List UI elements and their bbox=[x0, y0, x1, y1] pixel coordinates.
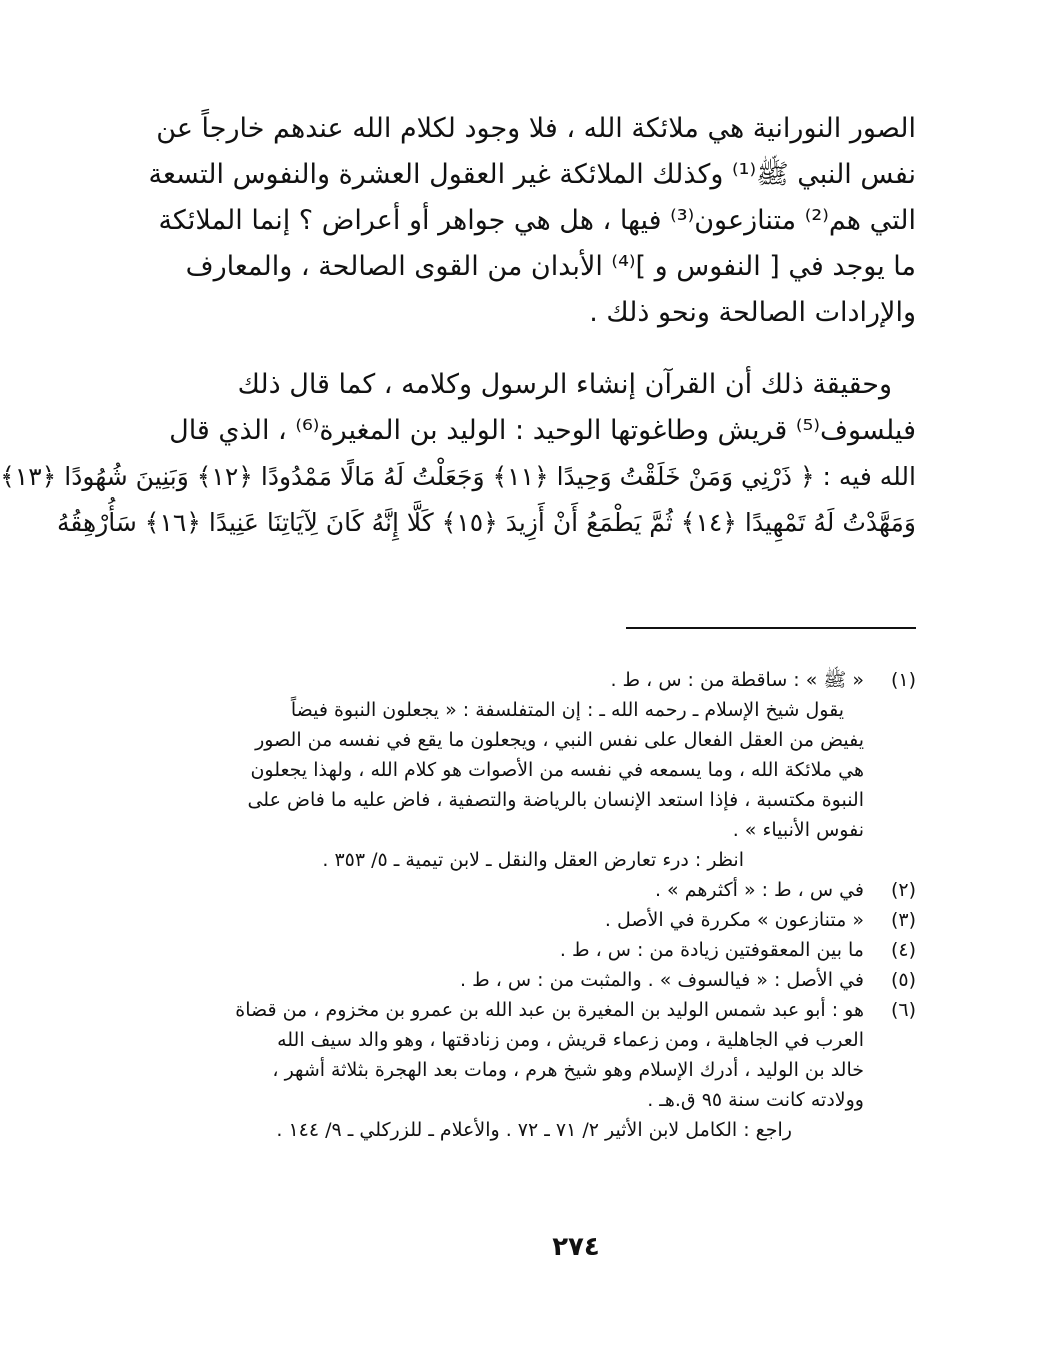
footnote-text: خالد بن الوليد ، أدرك الإسلام وهو شيخ هرم ، ومات بعد الهجرة بثلاثة أشهر ، bbox=[272, 1059, 864, 1081]
footnote-number: (٣) bbox=[890, 909, 916, 931]
footnote-text: العرب في الجاهلية ، ومن زعماء قريش ، ومن زنادقتها ، وهو والد سيف الله bbox=[277, 1029, 864, 1051]
footnote-number: (٥) bbox=[890, 969, 916, 991]
text-line: الصور النورانية هي ملائكة الله ، فلا وجود لكلام الله عندهم خارجاً عن bbox=[156, 113, 916, 144]
footnote-reference: راجع : الكامل لابن الأثير ٢/ ٧١ ـ ٧٢ . والأعلام ـ للزركلي ـ ٩/ ١٤٤ . bbox=[276, 1119, 792, 1141]
footnote-4 bbox=[206, 935, 916, 965]
quran-verse-line: وَمَهَّدْتُ لَهُ تَمْهِيدًا ﴿١٤﴾ ثُمَّ يَطْمَعُ أَنْ أَزِيدَ ﴿١٥﴾ كَلَّا إِنَّهُ كَانَ لِآيَاتِنَا عَنِيدًا ﴿١٦﴾ سَأُرْهِقُهُ bbox=[56, 508, 916, 537]
footnote-2 bbox=[206, 875, 916, 905]
footnote-text: هو : أبو عبد شمس الوليد بن المغيرة بن عبد الله بن عمرو بن مخزوم ، من قضاة bbox=[235, 999, 864, 1021]
footnotes bbox=[206, 665, 916, 1145]
footnote-text: يفيض من العقل الفعال على نفس النبي ، ويجعلون ما يقع في نفسه من الصور bbox=[255, 729, 864, 751]
footnote-text: « ﷺ » : ساقطة من : س ، ط . bbox=[610, 669, 864, 691]
footnote-number: (٤) bbox=[890, 939, 916, 961]
footnote-text: « متنازعون » مكررة في الأصل . bbox=[604, 909, 864, 931]
footnote-text: النبوة مكتسبة ، فإذا استعد الإنسان بالرياضة والتصفية ، فاض عليه ما فاض على bbox=[247, 789, 864, 811]
footnote-5 bbox=[206, 965, 916, 995]
text-line: فيلسوف⁽⁵⁾ قريش وطاغوتها الوحيد : الوليد بن المغيرة⁽⁶⁾ ، الذي قال bbox=[169, 415, 916, 446]
footnote-1-quote bbox=[206, 695, 916, 875]
footnote-reference: انظر : درء تعارض العقل والنقل ـ لابن تيمية ـ ٥/ ٣٥٣ . bbox=[322, 849, 744, 871]
text-line: نفس النبي ﷺ⁽¹⁾ وكذلك الملائكة غير العقول العشرة والنفوس التسعة bbox=[148, 159, 916, 190]
footnote-text: في س ، ط : « أكثرهم » . bbox=[654, 879, 864, 901]
footnote-number: (٢) bbox=[890, 879, 916, 901]
quran-verse-line: الله فيه : ﴿ ذَرْنِي وَمَنْ خَلَقْتُ وَحِيدًا ﴿١١﴾ وَجَعَلْتُ لَهُ مَالًا مَمْدُودًا ﴿١٢﴾ وَبَنِينَ شُهُودًا ﴿١٣﴾ bbox=[0, 462, 916, 491]
footnote-text: في الأصل : « فيالسوف » . والمثبت من : س ، ط . bbox=[460, 969, 864, 991]
text-line: التي هم⁽²⁾ متنازعون⁽³⁾ فيها ، هل هي جواهر أو أعراض ؟ إنما الملائكة bbox=[158, 205, 916, 236]
main-paragraph-2 bbox=[0, 362, 916, 546]
footnote-text: هي ملائكة الله ، وما يسمعه في نفسه من الأصوات هو كلام الله ، ولهذا يجعلون bbox=[250, 759, 864, 781]
footnote-6 bbox=[206, 995, 916, 1145]
page-number: ٢٧٤ bbox=[552, 1232, 600, 1262]
footnote-3 bbox=[206, 905, 916, 935]
footnote-text: ما بين المعقوفتين زيادة من : س ، ط . bbox=[559, 939, 864, 961]
footnote-number: (٦) bbox=[890, 999, 916, 1021]
text-line: وحقيقة ذلك أن القرآن إنشاء الرسول وكلامه ، كما قال ذلك bbox=[237, 369, 892, 400]
footnote-number: (١) bbox=[890, 669, 916, 691]
footnote-1 bbox=[206, 665, 916, 695]
footnote-text: يقول شيخ الإسلام ـ رحمه الله ـ : إن المتفلسفة : « يجعلون النبوة فيضاً bbox=[290, 699, 844, 721]
text-line: ما يوجد في [ النفوس و ]⁽⁴⁾ الأبدان من القوى الصالحة ، والمعارف bbox=[185, 251, 916, 282]
footnote-text: نفوس الأنبياء » . bbox=[732, 819, 864, 841]
footnote-text: وولادته كانت سنة ٩٥ ق.هـ . bbox=[647, 1089, 864, 1111]
footnote-separator bbox=[626, 627, 916, 629]
main-paragraph-1 bbox=[148, 106, 916, 336]
text-line: والإرادات الصالحة ونحو ذلك . bbox=[589, 297, 916, 328]
